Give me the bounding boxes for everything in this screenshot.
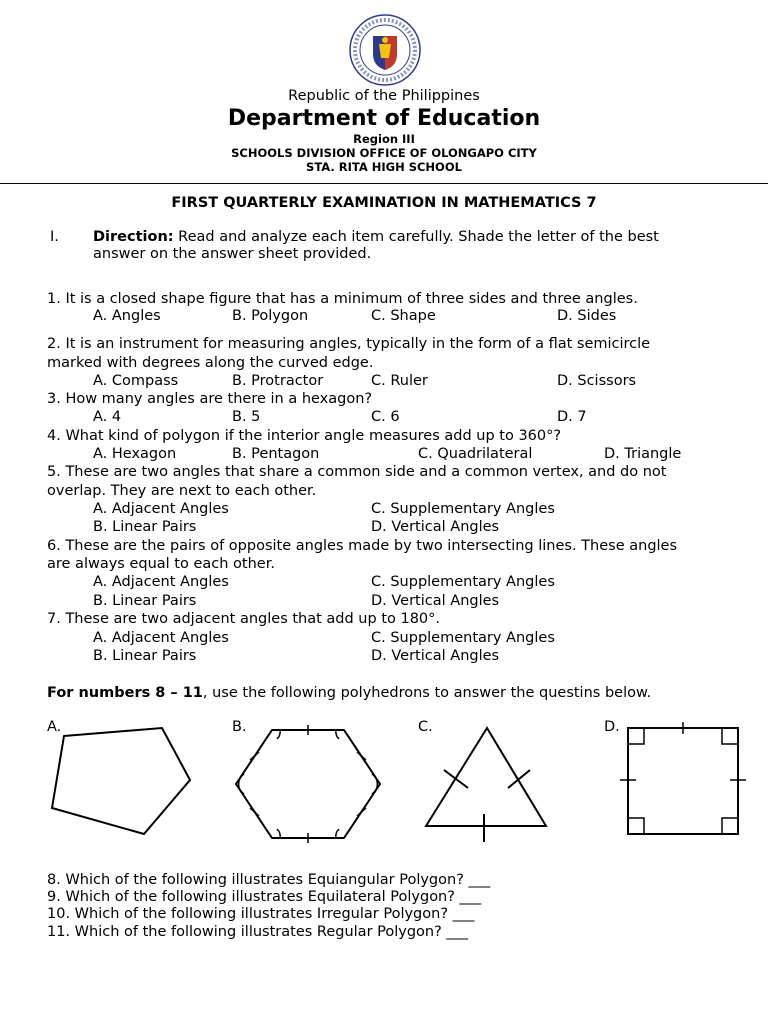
equilateral-triangle-figure [420,722,554,846]
q7-choice-c: C. Supplementary Angles [371,630,555,646]
direction-label: Direction: [93,229,174,245]
question-6-stem-line-1: 6. These are the pairs of opposite angles made by two intersecting lines. These angles [47,538,678,554]
direction-text: Read and analyze each item carefully. Shade the letter of the best [173,229,659,245]
exam-title: FIRST QUARTERLY EXAMINATION IN MATHEMATICS 7 [171,195,597,211]
q1-choice-d: D. Sides [557,308,617,324]
question-11: 11. Which of the following illustrates Regular Polygon? ___ [47,924,469,940]
question-10: 10. Which of the following illustrates Irregular Polygon? ___ [47,906,475,922]
q5-choice-a: A. Adjacent Angles [93,501,229,517]
section-2-instruction [47,685,651,701]
q2-choice-c: C. Ruler [371,373,428,389]
question-7-stem: 7. These are two adjacent angles that add up to 180°. [47,611,441,627]
q3-choice-d: D. 7 [557,409,587,425]
q1-choice-c: C. Shape [371,308,436,324]
figure-label-d: D. [604,719,620,735]
figure-label-a: A. [47,719,62,735]
q5-choice-c: C. Supplementary Angles [371,501,555,517]
q3-choice-c: C. 6 [371,409,400,425]
q2-choice-b: B. Protractor [232,373,324,389]
q3-choice-b: B. 5 [232,409,261,425]
q1-choice-b: B. Polygon [232,308,309,324]
question-6-stem-line-2: are always equal to each other. [47,556,275,572]
direction-line-1 [93,229,659,245]
division-text: SCHOOLS DIVISION OFFICE OF OLONGAPO CITY [231,146,537,160]
q4-choice-d: D. Triangle [604,446,682,462]
department-title: Department of Education [227,106,541,131]
square-figure [618,722,750,840]
q6-choice-d: D. Vertical Angles [371,593,500,609]
q4-choice-c: C. Quadrilateral [418,446,533,462]
question-2-stem-line-1: 2. It is an instrument for measuring angles, typically in the form of a flat semicircle [47,336,651,352]
figure-label-c: C. [418,719,433,735]
irregular-polygon-figure [44,722,194,840]
q6-choice-c: C. Supplementary Angles [371,574,555,590]
q7-choice-b: B. Linear Pairs [93,648,197,664]
direction-numeral: I. [50,229,59,245]
regular-hexagon-figure [232,722,388,846]
q4-choice-a: A. Hexagon [93,446,177,462]
q2-choice-a: A. Compass [93,373,179,389]
question-3-stem: 3. How many angles are there in a hexagon? [47,391,373,407]
q7-choice-a: A. Adjacent Angles [93,630,229,646]
question-9: 9. Which of the following illustrates Equilateral Polygon? ___ [47,889,482,905]
figure-label-b: B. [232,719,247,735]
question-4-stem: 4. What kind of polygon if the interior angle measures add up to 360°? [47,428,562,444]
direction-line-2: answer on the answer sheet provided. [93,246,372,262]
question-1-stem: 1. It is a closed shape figure that has a minimum of three sides and three angles. [47,291,638,307]
q1-choice-a: A. Angles [93,308,161,324]
school-text: STA. RITA HIGH SCHOOL [306,160,462,174]
q6-choice-a: A. Adjacent Angles [93,574,229,590]
header-divider [0,183,768,184]
question-5-stem-line-1: 5. These are two angles that share a common side and a common vertex, and do not [47,464,667,480]
q5-choice-d: D. Vertical Angles [371,519,500,535]
q3-choice-a: A. 4 [93,409,122,425]
q5-choice-b: B. Linear Pairs [93,519,197,535]
question-2-stem-line-2: marked with degrees along the curved edge. [47,355,374,371]
republic-text: Republic of the Philippines [288,88,480,104]
q2-choice-d: D. Scissors [557,373,637,389]
question-5-stem-line-2: overlap. They are next to each other. [47,483,317,499]
deped-seal-logo [349,14,421,86]
q6-choice-b: B. Linear Pairs [93,593,197,609]
q4-choice-b: B. Pentagon [232,446,320,462]
question-8: 8. Which of the following illustrates Equiangular Polygon? ___ [47,872,491,888]
region-text: Region III [353,132,415,146]
section-2-bold: For numbers 8 – 11 [47,685,203,701]
q7-choice-d: D. Vertical Angles [371,648,500,664]
section-2-rest: , use the following polyhedrons to answer the questins below. [202,685,652,701]
